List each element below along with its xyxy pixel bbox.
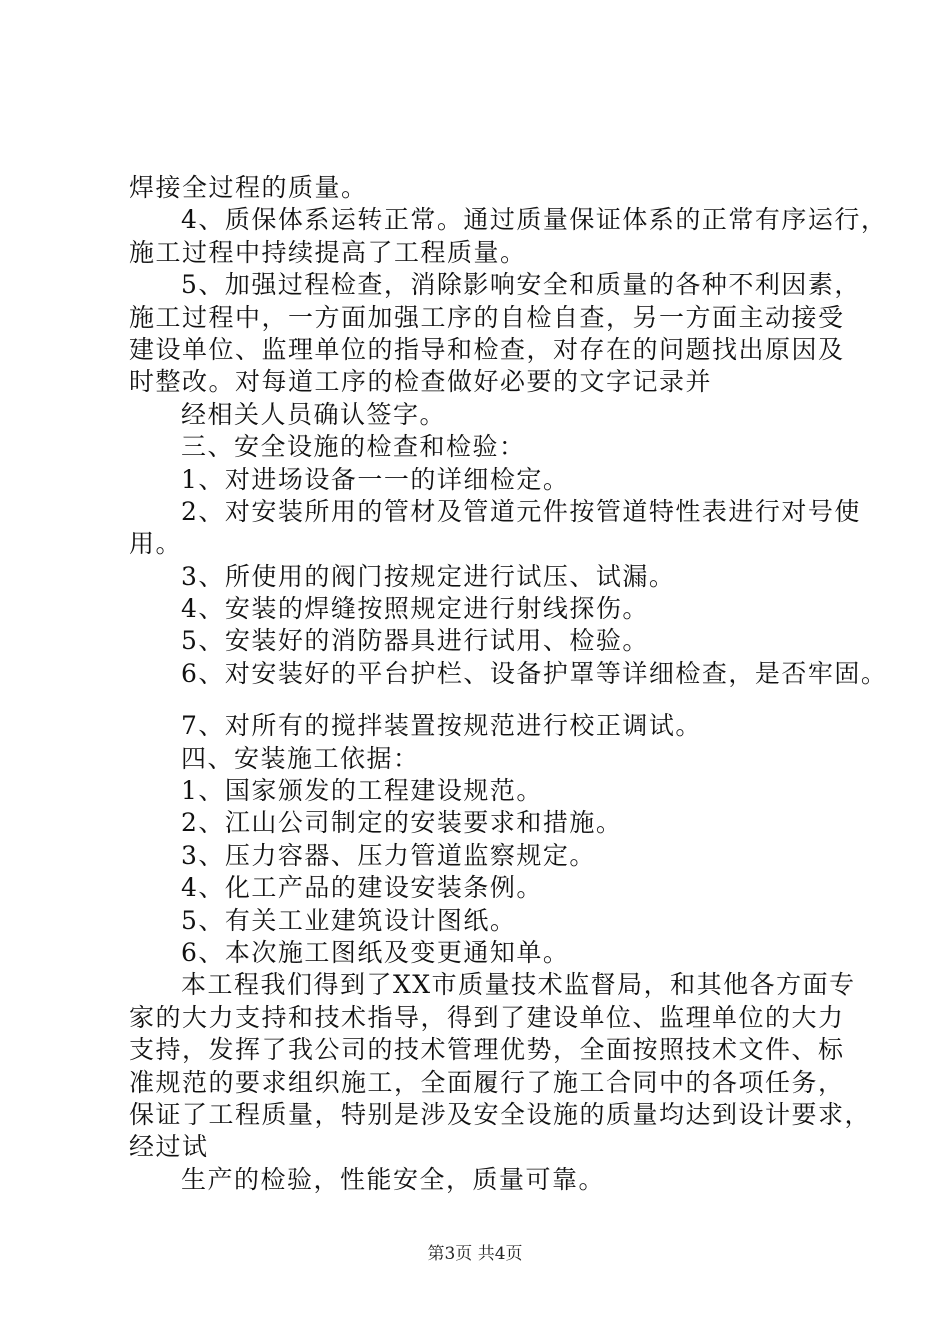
text-line: 1、国家颁发的工程建设规范。 (181, 776, 543, 806)
section-heading: 四、安装施工依据： (181, 743, 420, 773)
text-line: 经过试 (129, 1132, 209, 1162)
text-line: 焊接全过程的质量。 (129, 173, 368, 202)
text-line: 建设单位、监理单位的指导和检查，对存在的问题找出原因及 (129, 334, 845, 364)
text-line: 2、江山公司制定的安装要求和措施。 (181, 808, 623, 838)
section-heading: 三、安全设施的检查和检验： (181, 432, 526, 462)
text-line: 3、压力容器、压力管道监察规定。 (181, 840, 596, 870)
text-line: 5、有关工业建筑设计图纸。 (181, 905, 517, 935)
text-line: 保证了工程质量，特别是涉及安全设施的质量均达到设计要求， (129, 1099, 872, 1129)
text-line: 施工过程中，一方面加强工序的自检自查，另一方面主动接受 (129, 302, 845, 332)
text-line: 1、对进场设备一一的详细检定。 (181, 464, 570, 494)
text-line: 6、对安装好的平台护栏、设备护罩等详细检查，是否牢固。 (181, 658, 888, 688)
text-line: 5、加强过程检查，消除影响安全和质量的各种不利因素， (181, 270, 861, 300)
blank-gap (129, 690, 854, 710)
text-line: 2、对安装所用的管材及管道元件按管道特性表进行对号使 (181, 496, 861, 526)
text-line: 生产的检验，性能安全，质量可靠。 (181, 1164, 606, 1194)
text-line: 支持，发挥了我公司的技术管理优势，全面按照技术文件、标 (129, 1035, 845, 1065)
text-line: 6、本次施工图纸及变更通知单。 (181, 937, 570, 967)
text-line: 5、安装好的消防器具进行试用、检验。 (181, 626, 649, 656)
text-line: 本工程我们得到了XX市质量技术监督局，和其他各方面专 (181, 970, 856, 1000)
text-line: 4、质保体系运转正常。通过质量保证体系的正常有序运行， (181, 205, 888, 235)
text-line: 用。 (129, 529, 183, 559)
text-line: 施工过程中持续提高了工程质量。 (129, 237, 527, 267)
text-line: 4、安装的焊缝按照规定进行射线探伤。 (181, 594, 649, 624)
text-line: 7、对所有的搅拌装置按规范进行校正调试。 (181, 711, 702, 741)
text-line: 家的大力支持和技术指导，得到了建设单位、监理单位的大力 (129, 1002, 845, 1032)
text-line: 准规范的要求组织施工，全面履行了施工合同中的各项任务， (129, 1067, 845, 1097)
text-line: 经相关人员确认签字。 (181, 399, 447, 429)
text-line: 时整改。对每道工序的检查做好必要的文字记录并 (129, 367, 713, 397)
document-body (129, 172, 888, 1196)
text-line: 3、所使用的阀门按规定进行试压、试漏。 (181, 561, 676, 591)
page-number-footer: 第3页 共4页 (427, 1244, 523, 1264)
text-line: 4、化工产品的建设安装条例。 (181, 873, 543, 903)
